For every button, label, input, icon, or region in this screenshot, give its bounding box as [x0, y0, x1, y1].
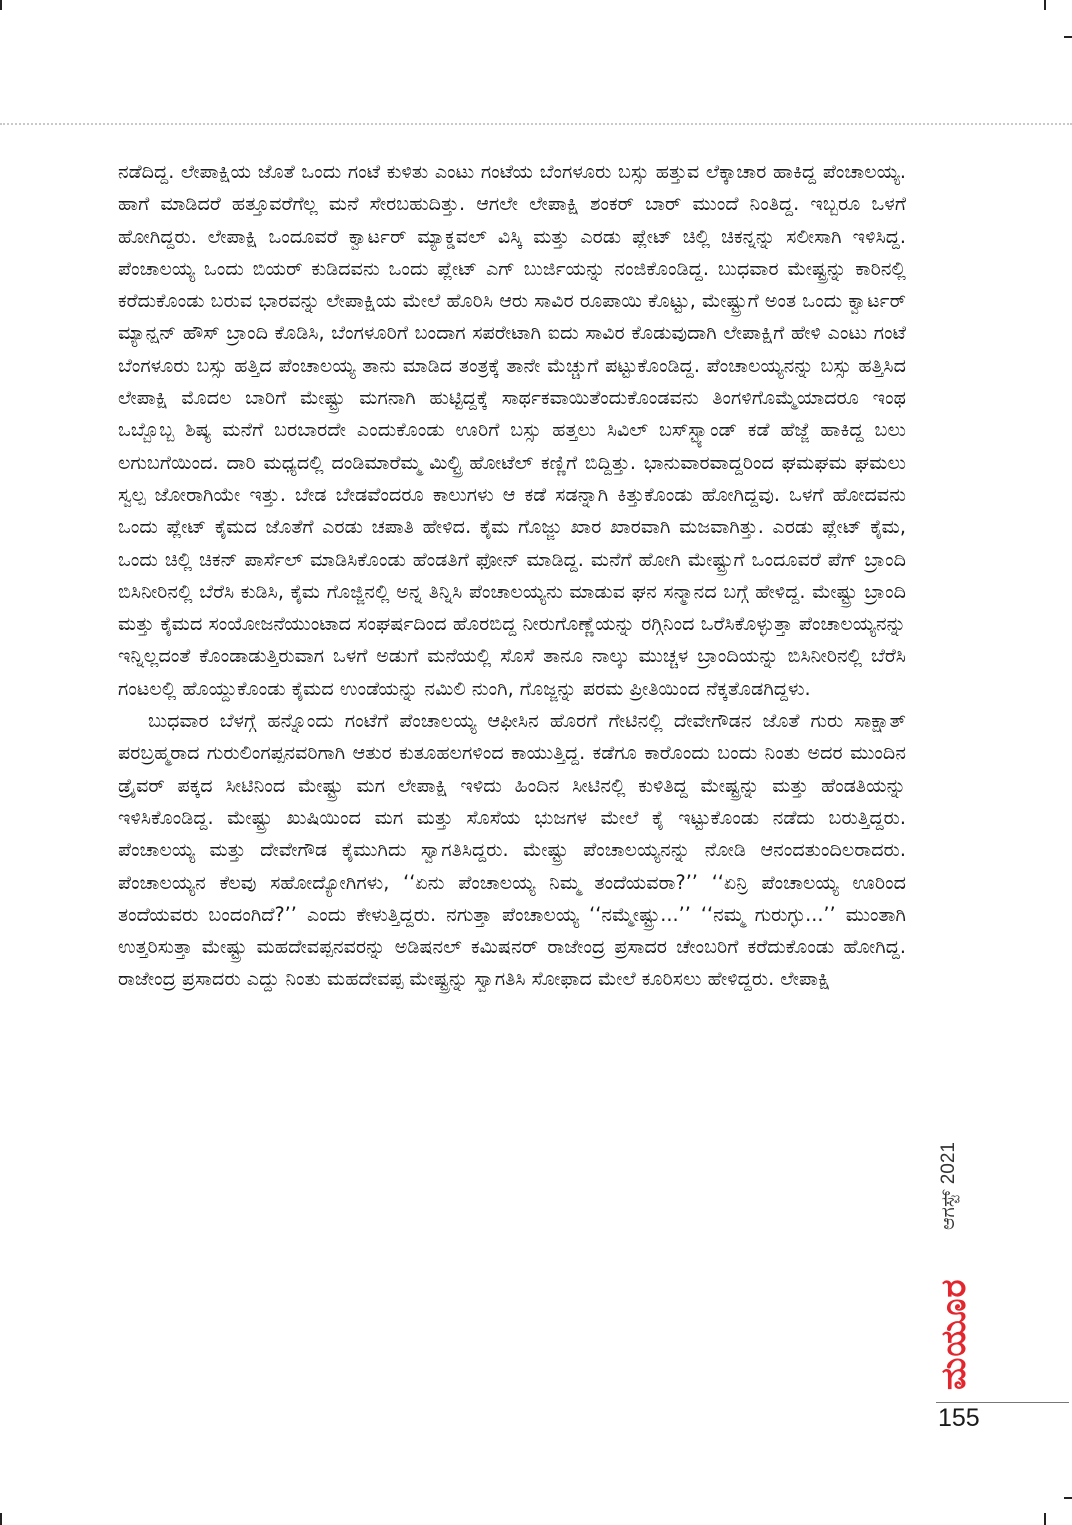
- article-paragraph: ಬುಧವಾರ ಬೆಳಗ್ಗೆ ಹನ್ನೊಂದು ಗಂಟೆಗೆ ಪೆಂಚಾಲಯ್ಯ ಆಫೀಸಿನ ಹೊರಗೆ ಗೇಟಿನಲ್ಲಿ ದೇವೇಗೌಡನ ಜೊತೆ ಗುರು ಸಾಕ್ಷಾತ್ ಪರಬ್ರಹ್ಮರಾದ ಗುರುಲಿಂಗಪ್ಪನವರಿಗಾಗಿ ಆತುರ ಕುತೂಹಲಗಳಿಂದ ಕಾಯುತ್ತಿದ್ದ. ಕಡೆಗೂ ಕಾರೊಂದು ಬಂದು ನಿಂತು ಅದರ ಮುಂದಿನ ಡ್ರೈವರ್ ಪಕ್ಕದ ಸೀಟಿನಿಂದ ಮೇಷ್ಟ್ರು ಮಗ ಲೇಪಾಕ್ಷಿ ಇಳಿದು ಹಿಂದಿನ ಸೀಟಿನಲ್ಲಿ ಕುಳಿತಿದ್ದ ಮೇಷ್ಟ್ರನ್ನು ಮತ್ತು ಹೆಂಡತಿಯನ್ನು ಇಳಿಸಿಕೊಂಡಿದ್ದ. ಮೇಷ್ಟ್ರು ಖುಷಿಯಿಂದ ಮಗ ಮತ್ತು ಸೊಸೆಯ ಭುಜಗಳ ಮೇಲೆ ಕೈ ಇಟ್ಟುಕೊಂಡು ನಡೆದು ಬರುತ್ತಿದ್ದರು. ಪೆಂಚಾಲಯ್ಯ ಮತ್ತು ದೇವೇಗೌಡ ಕೈಮುಗಿದು ಸ್ವಾಗತಿಸಿದ್ದರು. ಮೇಷ್ಟ್ರು ಪೆಂಚಾಲಯ್ಯನನ್ನು ನೋಡಿ ಆನಂದತುಂದಿಲರಾದರು. ಪೆಂಚಾಲಯ್ಯನ ಕೆಲವು ಸಹೋದ್ಯೋಗಿಗಳು, ‘‘ಏನು ಪೆಂಚಾಲಯ್ಯ ನಿಮ್ಮ ತಂದೆಯವರಾ?’’ ‘‘ಏನ್ರಿ ಪೆಂಚಾಲಯ್ಯ ಊರಿಂದ ತಂದೆಯವರು ಬಂದಂಗಿದೆ?’’ ಎಂದು ಕೇಳುತ್ತಿದ್ದರು. ನಗುತ್ತಾ ಪೆಂಚಾಲಯ್ಯ ‘‘ನಮ್ಮೇಷ್ಟ್ರು...’’ ‘‘ನಮ್ಮ ಗುರುಗ್ಳು...’’ ಮುಂತಾಗಿ ಉತ್ತರಿಸುತ್ತಾ ಮೇಷ್ಟ್ರು ಮಹದೇವಪ್ಪನವರನ್ನು ಅಡಿಷನಲ್ ಕಮಿಷನರ್ ರಾಜೇಂದ್ರ ಪ್ರಸಾದರ ಚೇಂಬರಿಗೆ ಕರೆದುಕೊಂಡು ಹೋಗಿದ್ದ. ರಾಜೇಂದ್ರ ಪ್ರಸಾದರು ಎದ್ದು ನಿಂತು ಮಹದೇವಪ್ಪ ಮೇಷ್ಟ್ರನ್ನು ಸ್ವಾಗತಿಸಿ ಸೋಫಾದ ಮೇಲೆ ಕೂರಿಸಲು ಹೇಳಿದ್ದರು. ಲೇಪಾಕ್ಷಿ: [118, 709, 906, 991]
- crop-mark-top-right: [1044, 0, 1046, 10]
- header-dotted-rule: [0, 123, 1072, 125]
- page-number-rule: [936, 1402, 1069, 1403]
- crop-mark-top-left: [0, 0, 2, 10]
- page-number: 155: [938, 1404, 980, 1432]
- crop-mark-right-bottom: [1064, 1497, 1072, 1499]
- article-paragraph: ನಡೆದಿದ್ದ. ಲೇಪಾಕ್ಷಿಯ ಜೊತೆ ಒಂದು ಗಂಟೆ ಕುಳಿತು ಎಂಟು ಗಂಟೆಯ ಬೆಂಗಳೂರು ಬಸ್ಸು ಹತ್ತುವ ಲೆಕ್ಕಾಚಾರ ಹಾಕಿದ್ದ ಪೆಂಚಾಲಯ್ಯ. ಹಾಗೆ ಮಾಡಿದರೆ ಹತ್ತೂವರೆಗೆಲ್ಲ ಮನೆ ಸೇರಬಹುದಿತ್ತು. ಆಗಲೇ ಲೇಪಾಕ್ಷಿ ಶಂಕರ್ ಬಾರ್ ಮುಂದೆ ನಿಂತಿದ್ದ. ಇಬ್ಬರೂ ಒಳಗೆ ಹೋಗಿದ್ದರು. ಲೇಪಾಕ್ಷಿ ಒಂದೂವರೆ ಕ್ವಾರ್ಟರ್ ಮ್ಯಾಕ್ಡವಲ್ ವಿಸ್ಕಿ ಮತ್ತು ಎರಡು ಪ್ಲೇಟ್ ಚಿಲ್ಲಿ ಚಿಕನ್ನನ್ನು ಸಲೀಸಾಗಿ ಇಳಿಸಿದ್ದ. ಪೆಂಚಾಲಯ್ಯ ಒಂದು ಬಿಯರ್ ಕುಡಿದವನು ಒಂದು ಪ್ಲೇಟ್ ಎಗ್ ಬುರ್ಜಿಯನ್ನು ನಂಜಿಕೊಂಡಿದ್ದ. ಬುಧವಾರ ಮೇಷ್ಟ್ರನ್ನು ಕಾರಿನಲ್ಲಿ ಕರೆದುಕೊಂಡು ಬರುವ ಭಾರವನ್ನು ಲೇಪಾಕ್ಷಿಯ ಮೇಲೆ ಹೊರಿಸಿ ಆರು ಸಾವಿರ ರೂಪಾಯಿ ಕೊಟ್ಟು, ಮೇಷ್ಟ್ರುಗೆ ಅಂತ ಒಂದು ಕ್ವಾರ್ಟರ್ ಮ್ಯಾನ್ಷನ್ ಹೌಸ್ ಬ್ರಾಂದಿ ಕೊಡಿಸಿ, ಬೆಂಗಳೂರಿಗೆ ಬಂದಾಗ ಸಪರೇಟಾಗಿ ಐದು ಸಾವಿರ ಕೊಡುವುದಾಗಿ ಲೇಪಾಕ್ಷಿಗೆ ಹೇಳಿ ಎಂಟು ಗಂಟೆ ಬೆಂಗಳೂರು ಬಸ್ಸು ಹತ್ತಿದ ಪೆಂಚಾಲಯ್ಯ ತಾನು ಮಾಡಿದ ತಂತ್ರಕ್ಕೆ ತಾನೇ ಮೆಚ್ಚುಗೆ ಪಟ್ಟುಕೊಂಡಿದ್ದ. ಪೆಂಚಾಲಯ್ಯನನ್ನು ಬಸ್ಸು ಹತ್ತಿಸಿದ ಲೇಪಾಕ್ಷಿ ಮೊದಲ ಬಾರಿಗೆ ಮೇಷ್ಟ್ರು ಮಗನಾಗಿ ಹುಟ್ಟಿದ್ದಕ್ಕೆ ಸಾರ್ಥಕವಾಯಿತೆಂದುಕೊಂಡವನು ತಿಂಗಳಿಗೊಮ್ಮೆಯಾದರೂ ಇಂಥ ಒಬ್ಬೊಬ್ಬ ಶಿಷ್ಯ ಮನೆಗೆ ಬರಬಾರದೇ ಎಂದುಕೊಂಡು ಊರಿಗೆ ಬಸ್ಸು ಹತ್ತಲು ಸಿವಿಲ್ ಬಸ್‌ಸ್ಟ್ಯಾಂಡ್ ಕಡೆ ಹೆಜ್ಜೆ ಹಾಕಿದ್ದ ಬಲು ಲಗುಬಗೆಯಿಂದ. ದಾರಿ ಮಧ್ಯದಲ್ಲಿ ದಂಡಿಮಾರೆಮ್ಮ ಮಿಲ್ಟ್ರಿ ಹೋಟೆಲ್ ಕಣ್ಣಿಗೆ ಬಿದ್ದಿತ್ತು. ಭಾನುವಾರವಾದ್ದರಿಂದ ಘಮಘಮ ಘಮಲು ಸ್ವಲ್ಪ ಜೋರಾಗಿಯೇ ಇತ್ತು. ಬೇಡ ಬೇಡವೆಂದರೂ ಕಾಲುಗಳು ಆ ಕಡೆ ಸಡನ್ನಾಗಿ ಕಿತ್ತುಕೊಂಡು ಹೋಗಿದ್ದವು. ಒಳಗೆ ಹೋದವನು ಒಂದು ಪ್ಲೇಟ್ ಕೈಮದ ಜೊತೆಗೆ ಎರಡು ಚಪಾತಿ ಹೇಳಿದ. ಕೈಮ ಗೊಜ್ಜು ಖಾರ ಖಾರವಾಗಿ ಮಜವಾಗಿತ್ತು. ಎರಡು ಪ್ಲೇಟ್ ಕೈಮ, ಒಂದು ಚಿಲ್ಲಿ ಚಿಕನ್ ಪಾರ್ಸೆಲ್ ಮಾಡಿಸಿಕೊಂಡು ಹೆಂಡತಿಗೆ ಫೋನ್ ಮಾಡಿದ್ದ. ಮನೆಗೆ ಹೋಗಿ ಮೇಷ್ಟ್ರುಗೆ ಒಂದೂವರೆ ಪೆಗ್ ಬ್ರಾಂದಿ ಬಿಸಿನೀರಿನಲ್ಲಿ ಬೆರೆಸಿ ಕುಡಿಸಿ, ಕೈಮ ಗೊಜ್ಜಿನಲ್ಲಿ ಅನ್ನ ತಿನ್ನಿಸಿ ಪೆಂಚಾಲಯ್ಯನು ಮಾಡುವ ಘನ ಸನ್ಮಾನದ ಬಗ್ಗೆ ಹೇಳಿದ್ದ. ಮೇಷ್ಟ್ರು ಬ್ರಾಂದಿ ಮತ್ತು ಕೈಮದ ಸಂಯೋಜನೆಯುಂಟಾದ ಸಂಘರ್ಷದಿಂದ ಹೊರಬಿದ್ದ ನೀರುಗೊಣ್ಣೆಯನ್ನು ರಗ್ಗಿನಿಂದ ಒರೆಸಿಕೊಳ್ಳುತ್ತಾ ಪೆಂಚಾಲಯ್ಯನನ್ನು ಇನ್ನಿಲ್ಲದಂತೆ ಕೊಂಡಾಡುತ್ತಿರುವಾಗ ಒಳಗೆ ಅಡುಗೆ ಮನೆಯಲ್ಲಿ ಸೊಸೆ ತಾನೂ ನಾಲ್ಕು ಮುಚ್ಚಳ ಬ್ರಾಂದಿಯನ್ನು ಬಿಸಿನೀರಿನಲ್ಲಿ ಬೆರೆಸಿ ಗಂಟಲಲ್ಲಿ ಹೊಯ್ದುಕೊಂಡು ಕೈಮದ ಉಂಡೆಯನ್ನು ನಮಿಲಿ ನುಂಗಿ, ಗೊಜ್ಜನ್ನು ಪರಮ ಪ್ರೀತಿಯಿಂದ ನೆಕ್ಕತೊಡಗಿದ್ದಳು.: [118, 160, 906, 700]
- magazine-sidebar: [934, 1100, 984, 1400]
- issue-date: ಆಗಸ್ಟ್ 2021: [938, 1142, 959, 1230]
- article-body: [118, 156, 906, 996]
- crop-mark-bottom-right: [1044, 1513, 1046, 1525]
- crop-mark-right-top: [1064, 36, 1072, 38]
- crop-mark-bottom-left: [0, 1513, 2, 1525]
- magazine-logo: ಮಯೂರ: [934, 1278, 974, 1390]
